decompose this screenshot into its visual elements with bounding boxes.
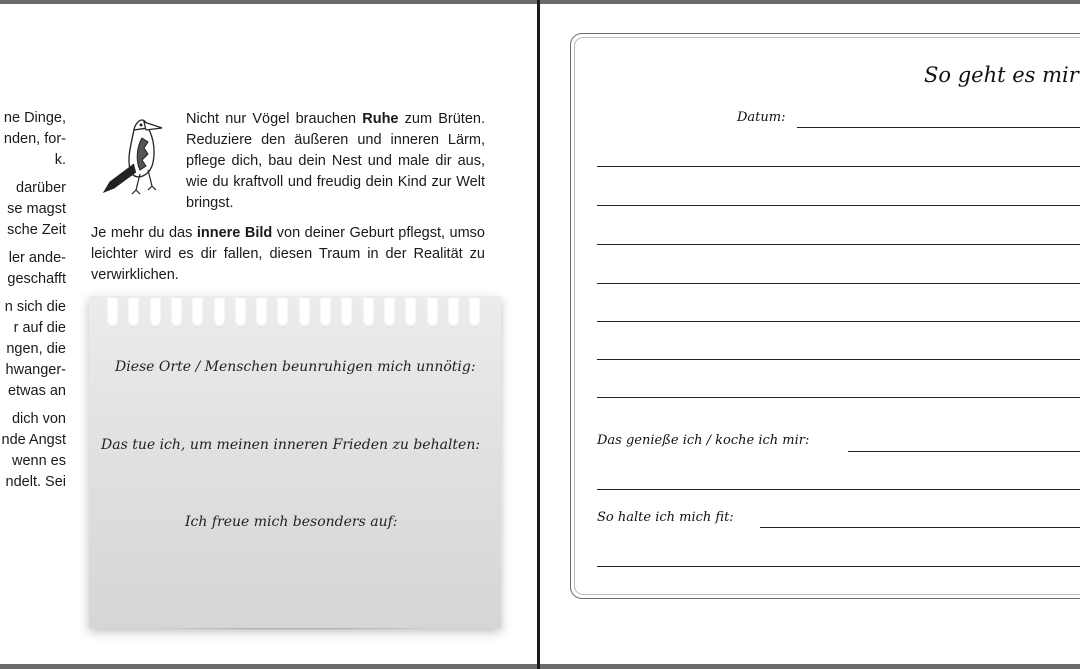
clipped-text-line: geschafft <box>7 271 66 287</box>
perforation-hole <box>469 298 480 328</box>
perforation-hole <box>405 298 416 328</box>
paragraph-gap <box>0 402 66 409</box>
fitness-label: So halte ich mich fit: <box>597 510 734 525</box>
note-prompt-places: Diese Orte / Menschen beunruhigen mich unnötig: <box>115 359 476 375</box>
date-label: Datum: <box>737 110 786 125</box>
writing-line[interactable] <box>597 283 1080 284</box>
perforation-hole <box>384 298 395 328</box>
writing-line[interactable] <box>597 205 1080 206</box>
clipped-text-line: r auf die <box>13 320 66 336</box>
card-title: So geht es mir <box>924 63 1079 87</box>
clipped-text-line: ngen, die <box>6 341 66 357</box>
perforation-hole <box>363 298 374 328</box>
paragraph-gap <box>0 241 66 248</box>
page-top-border <box>0 0 1080 4</box>
perforation-hole <box>128 298 139 328</box>
perforation-hole <box>235 298 246 328</box>
perforation-hole <box>320 298 331 328</box>
perforation-hole <box>171 298 182 328</box>
clipped-text-line: k. <box>54 152 66 168</box>
perforation-hole <box>107 298 118 328</box>
writing-line[interactable] <box>597 359 1080 360</box>
enjoy-label: Das genieße ich / koche ich mir: <box>597 433 810 448</box>
paragraph-gap <box>0 290 66 297</box>
clipped-text-column <box>0 108 66 493</box>
clipped-text-line: hwanger- <box>5 362 66 378</box>
writing-line[interactable] <box>597 566 1080 567</box>
writing-line[interactable] <box>597 397 1080 398</box>
perforation-hole <box>214 298 225 328</box>
clipped-text-line: ne Dinge, <box>3 110 66 126</box>
inner-image-paragraph: Je mehr du das innere Bild von deiner Geburt pflegst, umso leichter wird es dir fallen, diesen Traum in der Realität zu verwirklichen. <box>91 225 485 283</box>
clipped-text-line: n sich die <box>4 299 66 315</box>
paragraph-gap <box>0 171 66 178</box>
writing-line[interactable] <box>597 244 1080 245</box>
perforation-hole <box>277 298 288 328</box>
clipped-text-line: nde Angst <box>1 432 66 448</box>
torn-note-paper <box>89 296 501 628</box>
clipped-text-line: se magst <box>7 201 66 217</box>
note-prompt-looking-forward: Ich freue mich besonders auf: <box>185 514 398 530</box>
note-prompt-peace: Das tue ich, um meinen inneren Frieden zu behalten: <box>101 437 481 453</box>
writing-line[interactable] <box>597 321 1080 322</box>
book-spine <box>537 0 540 669</box>
perforation-hole <box>150 298 161 328</box>
perforation-hole <box>299 298 310 328</box>
clipped-text-line: ler ande- <box>8 250 66 266</box>
writing-line[interactable] <box>597 489 1080 490</box>
intro-paragraph: Nicht nur Vögel brauchen Ruhe zum Brüten. Reduziere den äußeren und inneren Lärm, pflege dich, bau dein Nest und male dir aus, wie du kraftvoll und freudig dein Kind zur Welt bringst. <box>186 111 485 211</box>
page-bottom-border <box>0 664 1080 669</box>
enjoy-line[interactable] <box>848 451 1080 452</box>
clipped-text-line: dich von <box>11 411 66 427</box>
fitness-line[interactable] <box>760 527 1080 528</box>
perforation-hole <box>192 298 203 328</box>
clipped-text-line: ndelt. Sei <box>5 474 66 490</box>
perforation-hole <box>448 298 459 328</box>
perforation-hole <box>341 298 352 328</box>
clipped-text-line: wenn es <box>11 453 66 469</box>
perforation-hole <box>256 298 267 328</box>
bird-illustration-icon <box>90 108 180 208</box>
clipped-text-line: sche Zeit <box>7 222 66 238</box>
date-line[interactable] <box>797 127 1080 128</box>
writing-line[interactable] <box>597 166 1080 167</box>
note-perforation <box>107 298 487 332</box>
clipped-text-line: etwas an <box>7 383 66 399</box>
clipped-text-line: darüber <box>16 180 66 196</box>
perforation-hole <box>427 298 438 328</box>
clipped-text-line: nden, for- <box>3 131 66 147</box>
